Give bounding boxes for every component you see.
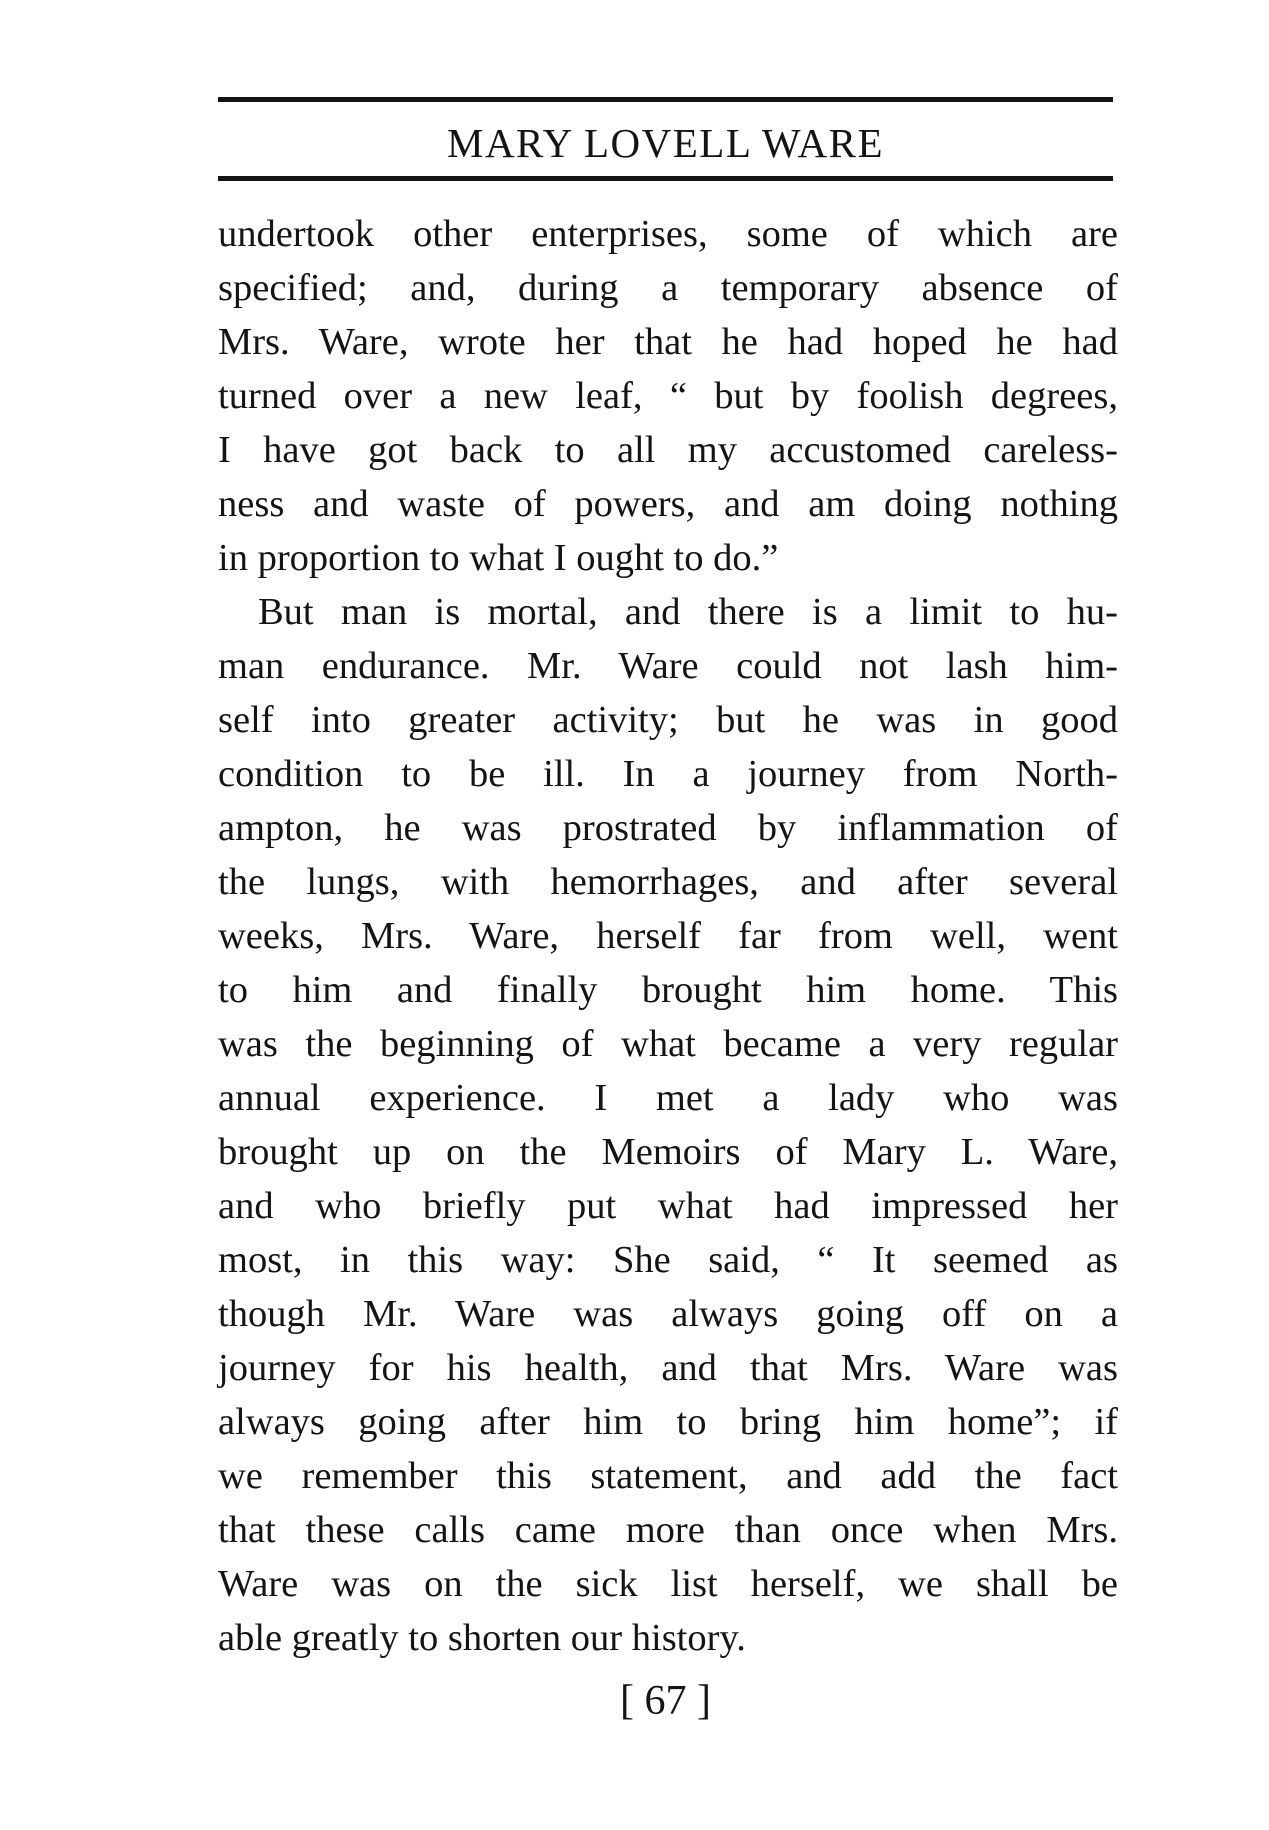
text-line: brought up on the Memoirs of Mary L. Ware, xyxy=(218,1131,1118,1173)
text-line: I have got back to all my accustomed careless- xyxy=(218,429,1118,471)
paragraph-1 xyxy=(218,207,1118,585)
text-line: able greatly to shorten our history. xyxy=(218,1617,746,1659)
text-line: that these calls came more than once when Mrs. xyxy=(218,1509,1118,1551)
header-rule-bottom xyxy=(218,176,1113,181)
text-line: Mrs. Ware, wrote her that he had hoped he had xyxy=(218,321,1118,363)
text-line: But man is mortal, and there is a limit to hu- xyxy=(258,591,1118,633)
text-line: the lungs, with hemorrhages, and after several xyxy=(218,861,1118,903)
header-rule-top xyxy=(218,97,1113,102)
text-line: most, in this way: She said, “ It seemed as xyxy=(218,1239,1118,1281)
text-line: man endurance. Mr. Ware could not lash him- xyxy=(218,645,1118,687)
page-number: [ 67 ] xyxy=(620,1678,711,1724)
text-line: journey for his health, and that Mrs. Ware was xyxy=(218,1347,1118,1389)
text-line: and who briefly put what had impressed her xyxy=(218,1185,1118,1227)
running-head: MARY LOVELL WARE xyxy=(446,120,885,166)
paragraph-2 xyxy=(218,585,1118,1665)
text-line: specified; and, during a temporary absence of xyxy=(218,267,1118,309)
text-line: in proportion to what I ought to do.” xyxy=(218,537,779,579)
text-line: though Mr. Ware was always going off on a xyxy=(218,1293,1118,1335)
text-line: annual experience. I met a lady who was xyxy=(218,1077,1118,1119)
text-line: undertook other enterprises, some of which are xyxy=(218,213,1118,255)
text-line: condition to be ill. In a journey from North- xyxy=(218,753,1118,795)
text-line: ness and waste of powers, and am doing nothing xyxy=(218,483,1118,525)
text-line: ampton, he was prostrated by inflammation of xyxy=(218,807,1118,849)
text-line: Ware was on the sick list herself, we shall be xyxy=(218,1563,1118,1605)
text-line: was the beginning of what became a very regular xyxy=(218,1023,1118,1065)
text-line: to him and finally brought him home. This xyxy=(218,969,1118,1011)
text-line: we remember this statement, and add the fact xyxy=(218,1455,1118,1497)
text-line: self into greater activity; but he was in good xyxy=(218,699,1118,741)
body-text xyxy=(218,207,1118,1665)
text-line: turned over a new leaf, “ but by foolish degrees, xyxy=(218,375,1118,417)
text-line: always going after him to bring him home”; if xyxy=(218,1401,1118,1443)
text-line: weeks, Mrs. Ware, herself far from well, went xyxy=(218,915,1118,957)
